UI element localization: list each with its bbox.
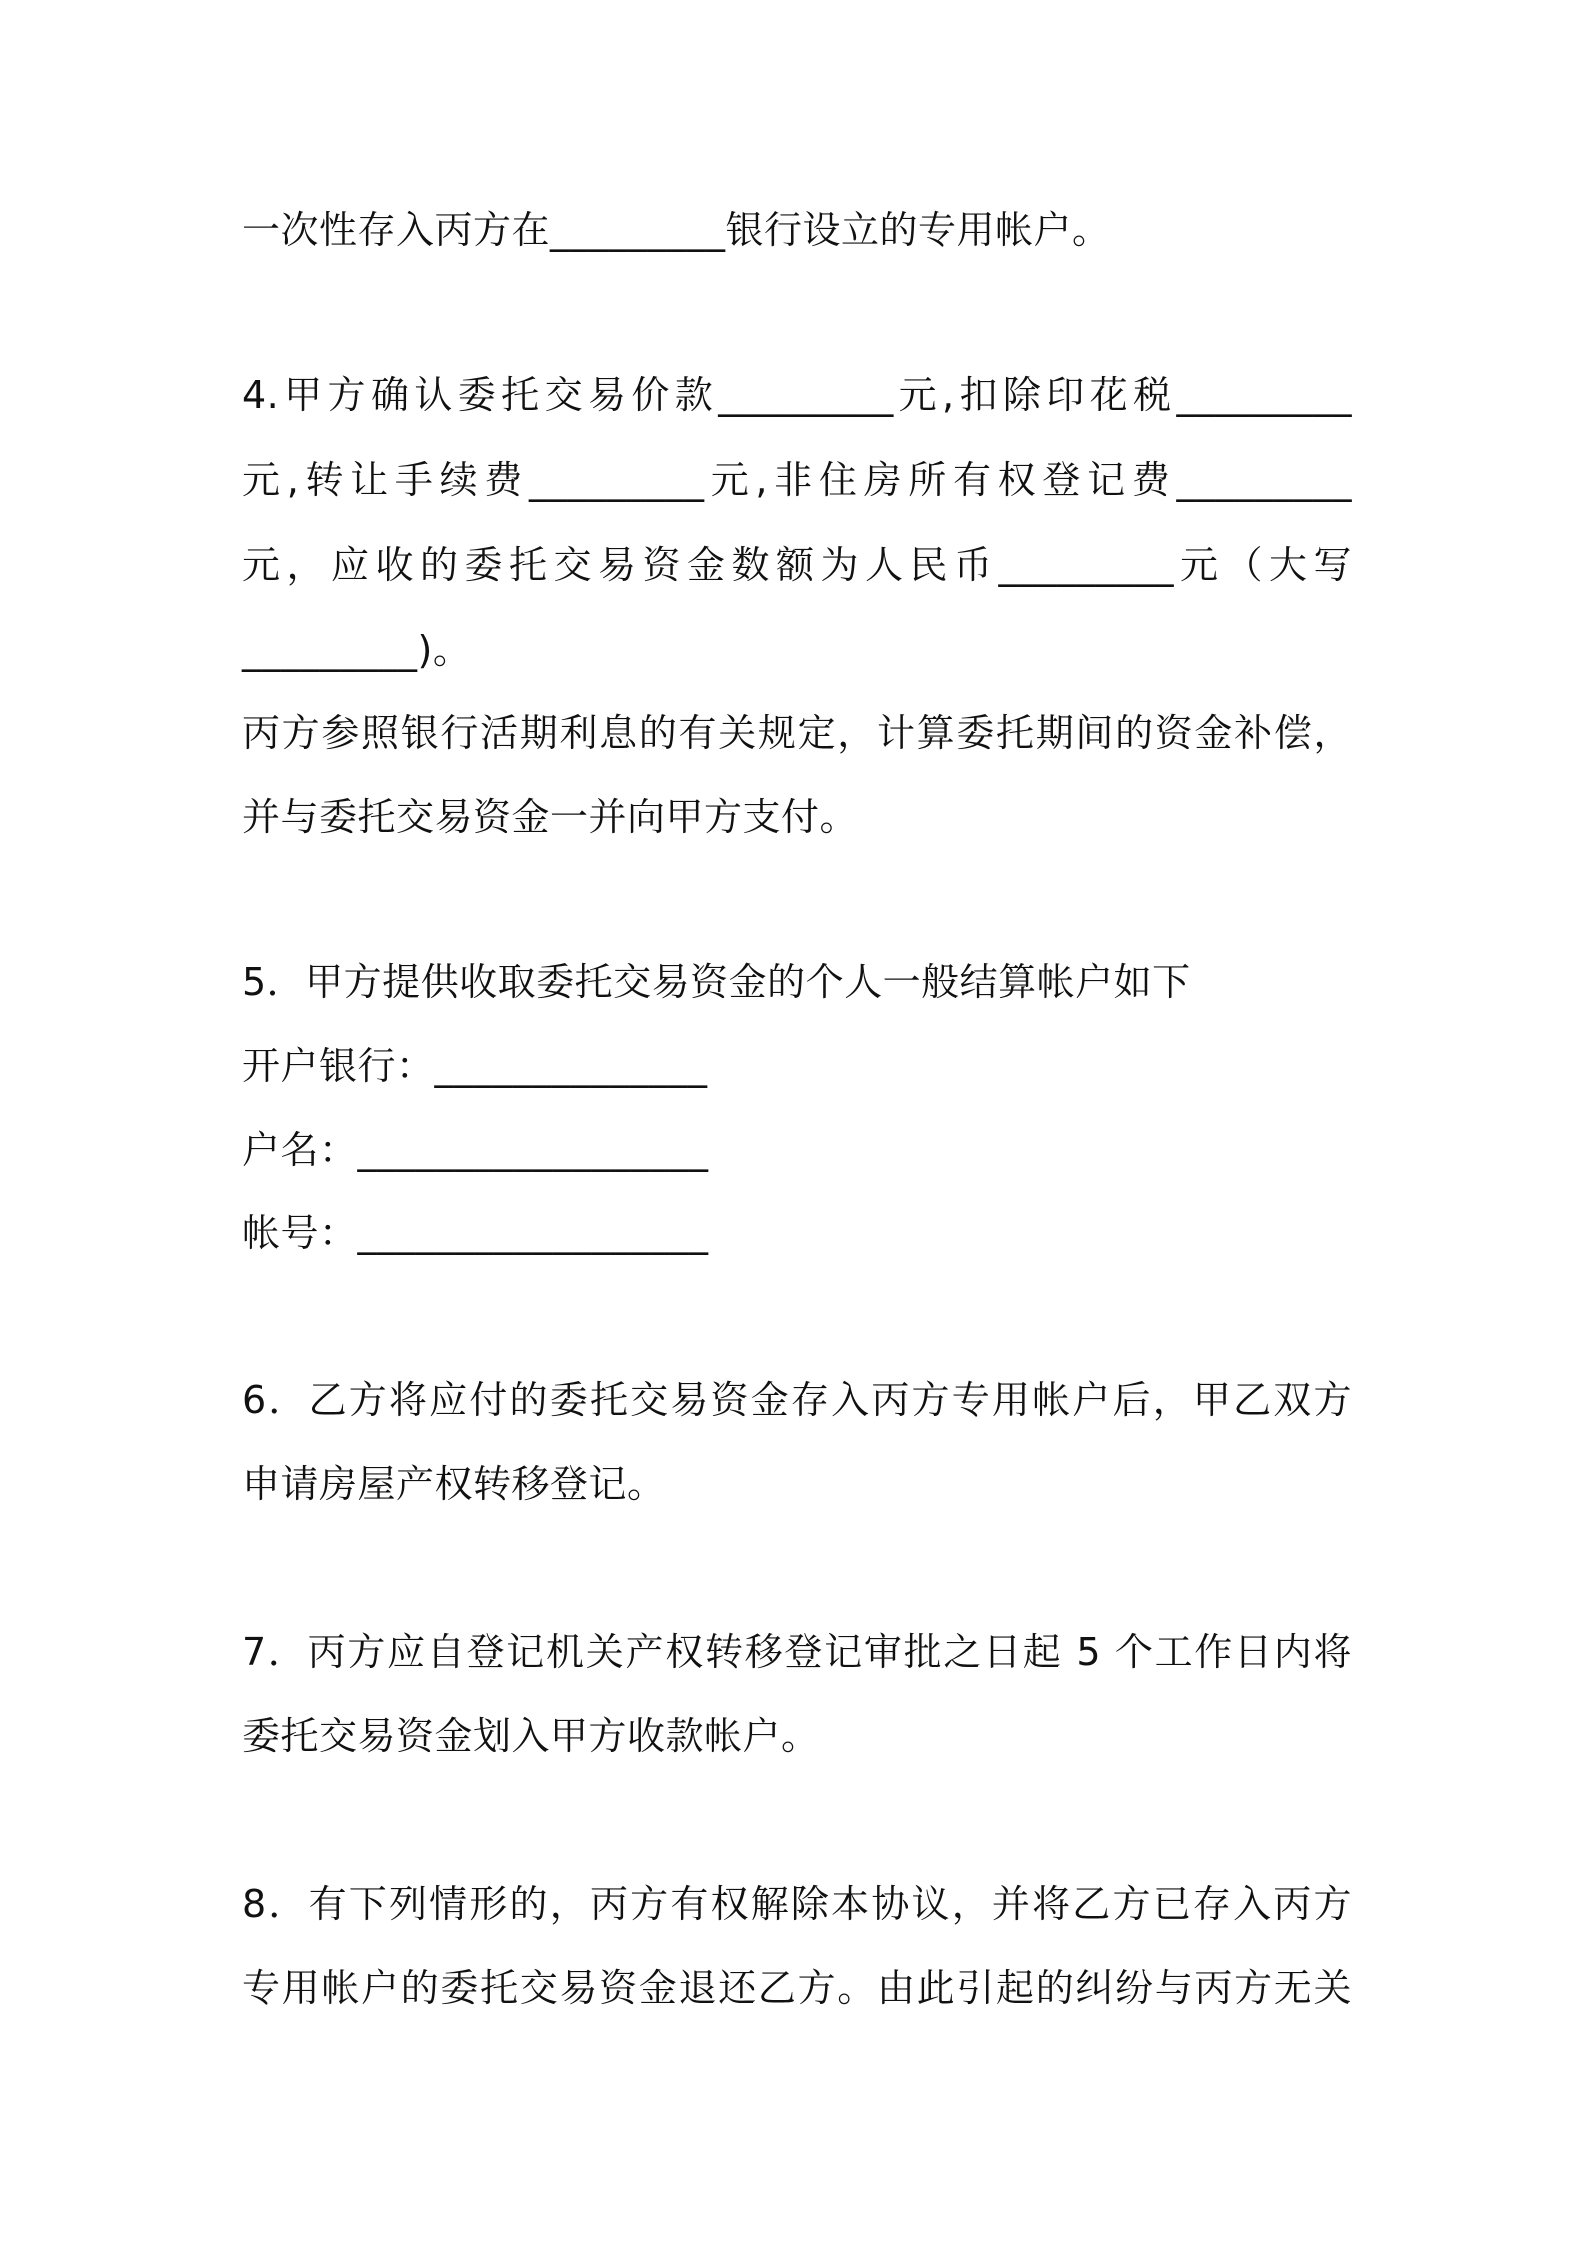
text-line: 5．甲方提供收取委托交易资金的个人一般结算帐户如下 [242, 960, 1191, 1004]
text-line: 8．有下列情形的，丙方有权解除本协议，并将乙方已存入丙方 [242, 1882, 1352, 1926]
text-line: 帐号：__________________ [242, 1211, 709, 1255]
text-line: 户名：__________________ [242, 1128, 709, 1172]
text-line: 一次性存入丙方在_________银行设立的专用帐户。 [242, 208, 1111, 252]
text-line: 元，应收的委托交易资金数额为人民币_________元（大写 [242, 543, 1352, 587]
text-line: 申请房屋产权转移登记。 [242, 1462, 666, 1506]
text-line: 6．乙方将应付的委托交易资金存入丙方专用帐户后，甲乙双方 [242, 1378, 1352, 1422]
text-line: 元,转让手续费_________元,非住房所有权登记费_________ [242, 458, 1352, 502]
text-line: 开户银行：______________ [242, 1044, 708, 1088]
text-line: 4.甲方确认委托交易价款_________元,扣除印花税_________ [242, 373, 1352, 417]
text-line: 并与委托交易资金一并向甲方支付。 [242, 795, 859, 839]
text-line: 专用帐户的委托交易资金退还乙方。由此引起的纠纷与丙方无关 [242, 1966, 1352, 2010]
text-line: 委托交易资金划入甲方收款帐户。 [242, 1714, 820, 1758]
text-line: 丙方参照银行活期利息的有关规定，计算委托期间的资金补偿， [242, 711, 1352, 755]
text-line: _________)。 [242, 628, 472, 672]
text-line: 7．丙方应自登记机关产权转移登记审批之日起 5 个工作日内将 [242, 1630, 1352, 1674]
